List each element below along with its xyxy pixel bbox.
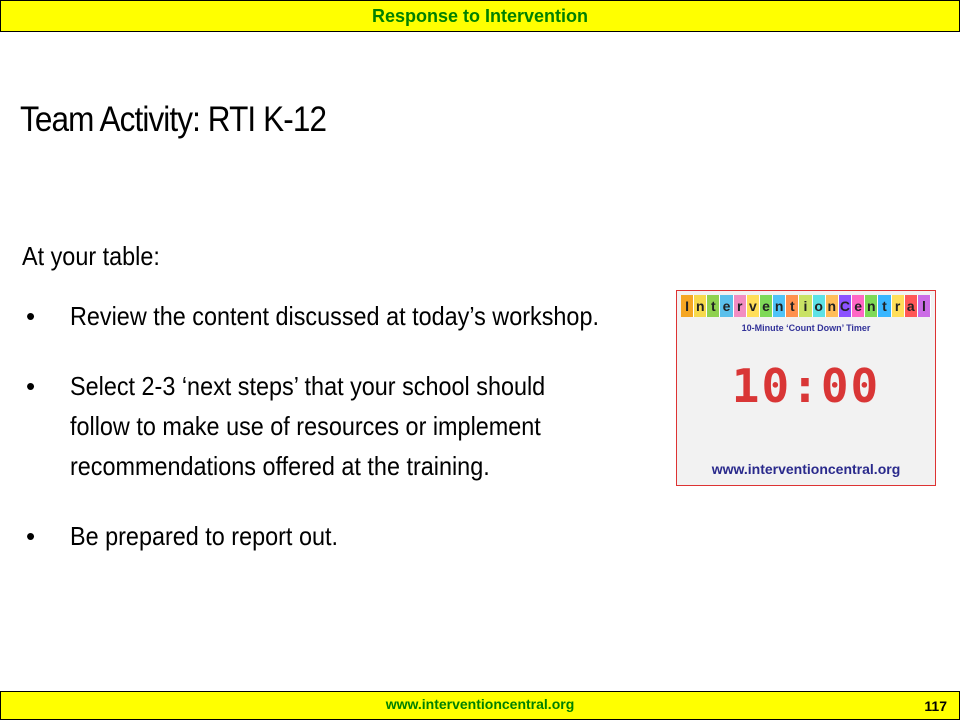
logo-letter-tile: n bbox=[865, 295, 878, 317]
bullet-item bbox=[22, 366, 642, 486]
bullet-item bbox=[22, 296, 642, 336]
intervention-central-logo bbox=[681, 295, 931, 317]
bullet-text: Review the content discussed at today’s workshop. bbox=[70, 301, 599, 331]
logo-letter-tile: l bbox=[918, 295, 931, 317]
header-title: Response to Intervention bbox=[371, 5, 589, 26]
intro-text: At your table: bbox=[22, 241, 160, 271]
logo-letter-tile: a bbox=[905, 295, 918, 317]
logo-letter-tile: I bbox=[681, 295, 694, 317]
logo-letter-tile: i bbox=[799, 295, 812, 317]
slide-title: Team Activity: RTI K-12 bbox=[20, 100, 327, 139]
logo-letter-tile: e bbox=[760, 295, 773, 317]
footer-banner bbox=[0, 691, 960, 720]
logo-letter-tile: v bbox=[747, 295, 760, 317]
timer-url: www.interventioncentral.org bbox=[711, 461, 901, 477]
timer-subtitle: 10-Minute ‘Count Down’ Timer bbox=[741, 323, 871, 333]
bullet-list bbox=[22, 296, 642, 556]
countdown-timer-image bbox=[676, 290, 936, 486]
logo-letter-tile: r bbox=[892, 295, 905, 317]
bullet-icon: • bbox=[26, 301, 36, 331]
header-banner bbox=[0, 0, 960, 32]
logo-letter-tile: e bbox=[720, 295, 733, 317]
bullet-text: Select 2-3 ‘next steps’ that your school should follow to make use of resources or implement recommendations offered at the training. bbox=[70, 371, 546, 481]
logo-letter-tile: n bbox=[826, 295, 839, 317]
logo-letter-tile: C bbox=[839, 295, 852, 317]
logo-letter-tile: r bbox=[734, 295, 747, 317]
bullet-icon: • bbox=[26, 371, 36, 401]
logo-letter-tile: e bbox=[852, 295, 865, 317]
slide-body bbox=[22, 236, 642, 556]
logo-letter-tile: t bbox=[707, 295, 720, 317]
footer-url: www.interventioncentral.org bbox=[385, 696, 575, 712]
bullet-item bbox=[22, 516, 642, 556]
logo-letter-tile: t bbox=[786, 295, 799, 317]
timer-display: 10:00 bbox=[731, 359, 881, 413]
logo-letter-tile: n bbox=[694, 295, 707, 317]
bullet-text: Be prepared to report out. bbox=[70, 521, 338, 551]
logo-letter-tile: t bbox=[878, 295, 891, 317]
logo-letter-tile: o bbox=[813, 295, 826, 317]
page-number: 117 bbox=[924, 698, 947, 714]
logo-letter-tile: n bbox=[773, 295, 786, 317]
bullet-icon: • bbox=[26, 521, 36, 551]
